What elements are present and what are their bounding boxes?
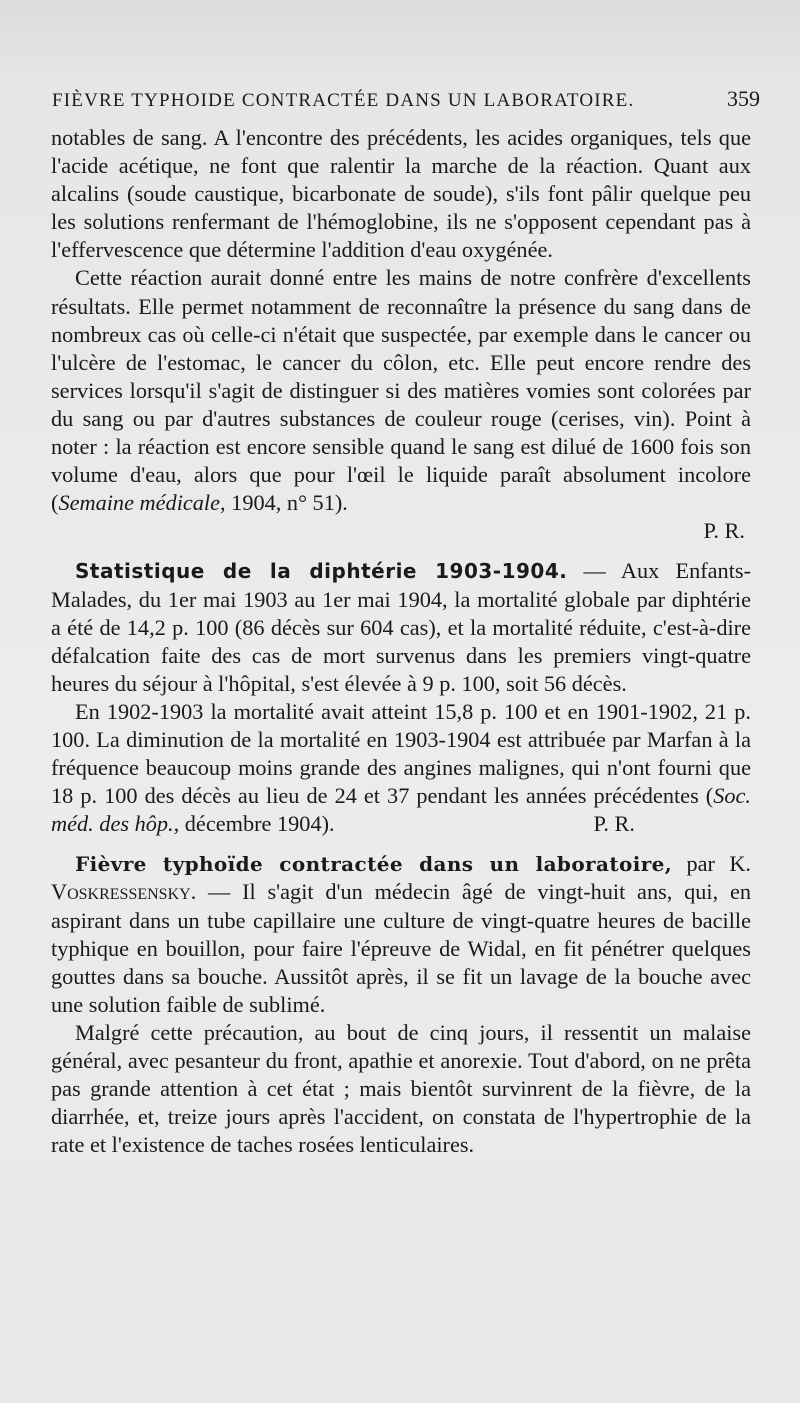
source-citation: Soc. méd. des hôp. [51, 783, 751, 837]
paragraph-4-text: En 1902-1903 la mortalité avait atteint 15,8 p. 100 et en 1901-1902, 21 p. 100. La diminution de la mortalité en 1903-1904 est attribuée par Marfan à la fréquence beaucoup moins grande des angines malignes, qui n'ont fourni que 18 p. 100 des décès au lieu de 24 et 37 pendant les années précédentes ( [51, 698, 751, 809]
article-author: K. Voskressensky. [51, 851, 751, 905]
running-title: FIÈVRE TYPHOIDE CONTRACTÉE DANS UN LABORATOIRE. [52, 90, 635, 111]
section-heading-typhoid: Fièvre typhoïde contractée dans un laboratoire, [75, 852, 673, 877]
paragraph-2 [51, 264, 751, 545]
body-text [51, 124, 751, 1159]
paragraph-3-text: — Aux Enfants-Malades, du 1er mai 1903 au 1er mai 1904, la mortalité globale par diphtérie a été de 14,2 p. 100 (86 décès sur 604 cas), et la mortalité réduite, c'est-à-dire défalcation faite des cas de mort survenus dans les premiers vingt-quatre heures du séjour à l'hôpital, s'est élevée à 9 p. 100, soit 56 décès. [51, 558, 751, 696]
source-tail: , 1904, n° 51). [220, 490, 348, 516]
paragraph-5-text: — Il s'agit d'un médecin âgé de vingt-huit ans, qui, en aspirant dans un tube capillaire une culture de vingt-quatre heures de bacille typhique en bouillon, pour faire l'épreuve de Widal, en fit pénétrer quelques gouttes dans sa bouche. Aussitôt après, il se fit un lavage de la bouche avec une solution faible de sublimé. [51, 879, 751, 1017]
author-initials: P. R. [703, 518, 745, 544]
page-number: 359 [727, 86, 760, 111]
paragraph-2-text: Cette réaction aurait donné entre les mains de notre confrère d'excellents résultats. Elle permet notamment de reconnaître la présence du sang dans de nombreux cas où celle-ci n'était que suspectée, par exemple dans le cancer ou l'ulcère de l'estomac, le cancer du côlon, etc. Elle peut encore rendre des services lorsqu'il s'agit de distinguer si des matières vomies sont colorées par du sang ou par d'autres substances de couleur rouge (cerises, vin). Point à noter : la réaction est encore sensible quand le sang est dilué de 1600 fois son volume d'eau, alors que pour l'œil le liquide paraît absolument incolore ( [51, 265, 751, 516]
paragraph-1: notables de sang. A l'encontre des précédents, les acides organiques, tels que l'acide acétique, ne font que ralentir la marche de la réaction. Quant aux alcalins (soude caustique, bicarbonate de soude), s'ils font pâlir quelque peu les solutions renfermant de l'hémoglobine, ils ne s'opposent cependant pas à l'effervescence que détermine l'addition d'eau oxygénée. [51, 125, 751, 263]
author-prefix: par [672, 851, 730, 877]
paragraph-6: Malgré cette précaution, au bout de cinq jours, il ressentit un malaise général, avec pesanteur du front, apathie et anorexie. Tout d'abord, on ne prêta pas grande attention à cet état ; mais bientôt survinrent de la fièvre, de la diarrhée, et, treize jours après l'accident, on constata de l'hypertrophie de la rate et l'existence de taches rosées lenticulaires. [51, 1019, 751, 1158]
paragraph-5 [51, 850, 751, 1019]
paragraph-4 [51, 698, 751, 838]
page-header [52, 86, 760, 112]
author-initials: P. R. [593, 811, 635, 837]
section-heading-diphtheria: Statistique de la diphtérie 1903-1904. [75, 559, 568, 584]
section-gap [51, 545, 751, 557]
source-tail: , décembre 1904). [173, 811, 335, 837]
source-citation: Semaine médicale [58, 490, 221, 516]
paragraph-3 [51, 557, 751, 697]
section-gap [51, 838, 751, 850]
